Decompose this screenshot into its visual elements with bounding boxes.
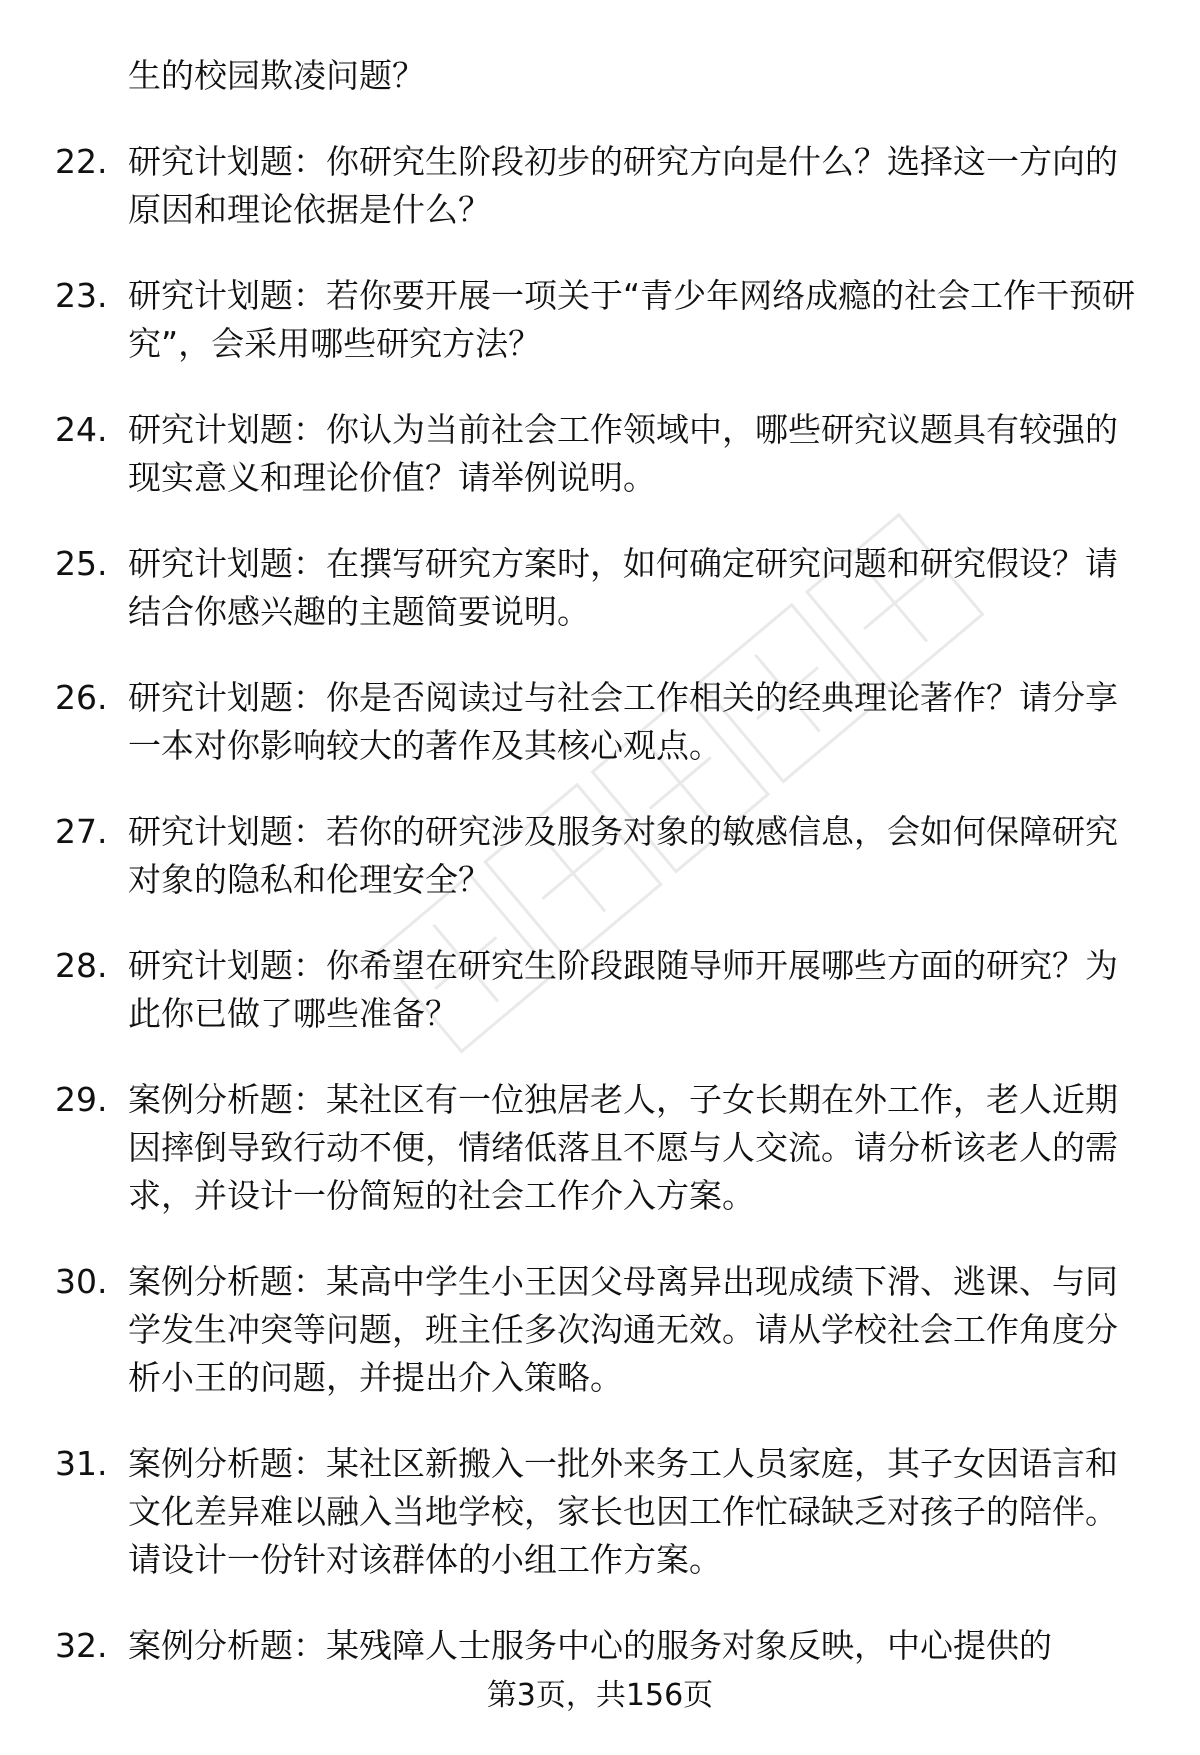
- list-item: [55, 808, 1145, 904]
- item-number: 25.: [55, 544, 108, 583]
- item-text: 研究计划题：在撰写研究方案时，如何确定研究问题和研究假设？请结合你感兴趣的主题简要说明。: [128, 544, 1118, 631]
- item-number: 31.: [55, 1444, 108, 1483]
- list-item: [55, 942, 1145, 1038]
- item-text: 案例分析题：某社区有一位独居老人，子女长期在外工作，老人近期因摔倒导致行动不便，情绪低落且不愿与人交流。请分析该老人的需求，并设计一份简短的社会工作介入方案。: [128, 1080, 1118, 1215]
- list-item: [55, 1622, 1145, 1670]
- item-text: 案例分析题：某高中学生小王因父母离异出现成绩下滑、逃课、与同学发生冲突等问题，班主任多次沟通无效。请从学校社会工作角度分析小王的问题，并提出介入策略。: [128, 1262, 1118, 1397]
- list-item: [55, 406, 1145, 502]
- list-item: [55, 138, 1145, 234]
- item-number: 23.: [55, 276, 108, 315]
- item-text: 案例分析题：某社区新搬入一批外来务工人员家庭，其子女因语言和文化差异难以融入当地学校，家长也因工作忙碌缺乏对孩子的陪伴。请设计一份针对该群体的小组工作方案。: [128, 1444, 1118, 1579]
- continued-text: 生的校园欺凌问题？: [128, 56, 425, 95]
- item-number: 28.: [55, 946, 108, 985]
- list-item: [55, 272, 1145, 368]
- list-item: [55, 1076, 1145, 1220]
- item-text: 研究计划题：若你要开展一项关于“青少年网络成瘾的社会工作干预研究”，会采用哪些研究方法？: [128, 276, 1136, 363]
- item-number: 26.: [55, 678, 108, 717]
- item-text: 研究计划题：你认为当前社会工作领域中，哪些研究议题具有较强的现实意义和理论价值？请举例说明。: [128, 410, 1118, 497]
- item-number: 22.: [55, 142, 108, 181]
- list-item: [55, 540, 1145, 636]
- list-item: [55, 1258, 1145, 1402]
- item-text: 研究计划题：你希望在研究生阶段跟随导师开展哪些方面的研究？为此你已做了哪些准备？: [128, 946, 1118, 1033]
- item-number: 27.: [55, 812, 108, 851]
- list-item: [55, 1440, 1145, 1584]
- page-footer: 第3页，共156页: [486, 1678, 714, 1713]
- item-number: 24.: [55, 410, 108, 449]
- item-text: 研究计划题：你是否阅读过与社会工作相关的经典理论著作？请分享一本对你影响较大的著作及其核心观点。: [128, 678, 1118, 765]
- list-item: [55, 674, 1145, 770]
- question-list: [55, 52, 1145, 1708]
- item-text: 案例分析题：某残障人士服务中心的服务对象反映，中心提供的: [128, 1626, 1052, 1665]
- item-text: 研究计划题：若你的研究涉及服务对象的敏感信息，会如何保障研究对象的隐私和伦理安全？: [128, 812, 1118, 899]
- item-number: 32.: [55, 1626, 108, 1665]
- item-number: 29.: [55, 1080, 108, 1119]
- item-number: 30.: [55, 1262, 108, 1301]
- item-text: 研究计划题：你研究生阶段初步的研究方向是什么？选择这一方向的原因和理论依据是什么？: [128, 142, 1118, 229]
